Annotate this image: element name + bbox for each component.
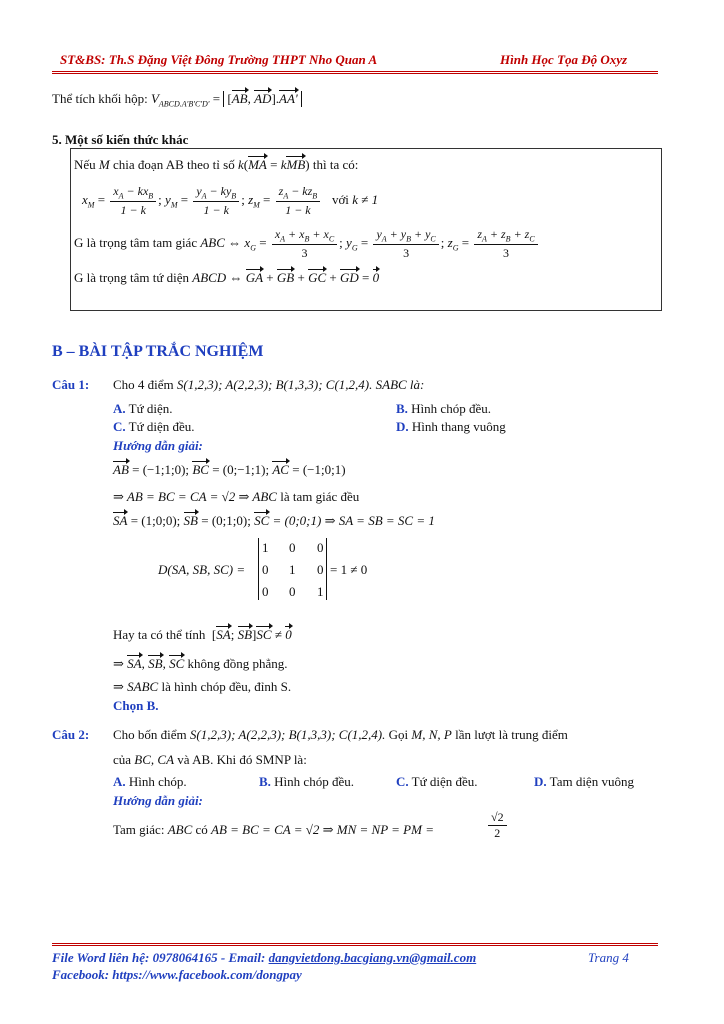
q2-guide-title: Hướng dẫn giải: (113, 793, 203, 808)
footer-rule (52, 943, 658, 944)
q2-frac (488, 810, 507, 841)
q1-option-c[interactable]: C. Tứ diện đều. (113, 419, 195, 434)
det-r1c2: 0 (289, 540, 296, 555)
q2-label: Câu 2: (52, 727, 90, 742)
q1-answer: Chọn B. (113, 698, 159, 713)
q2-stem-2: của BC, CA và AB. Khi đó SMNP là: (113, 752, 307, 767)
header-rule (52, 71, 658, 72)
q1-label: Câu 1: (52, 377, 90, 392)
footer-rule-2 (52, 945, 658, 946)
q1-stem: Cho 4 điểm S(1,2,3); A(2,2,3); B(1,3,3); C(1,2,4). SABC là: (113, 377, 425, 392)
footer-email-link[interactable]: dangvietdong.bacgiang.vn@gmail.com (268, 950, 477, 965)
q2-option-b[interactable]: B. Hình chóp đều. (259, 774, 354, 789)
section5-title: 5. Một số kiến thức khác (52, 132, 189, 147)
footer-facebook: Facebook: https://www.facebook.com/dongpay (52, 967, 302, 982)
header-right: Hình Học Tọa Độ Oxyz (500, 52, 628, 67)
frac-den: 2 (494, 826, 501, 840)
footer-line1: File Word liên hệ: 0978064165 - Email: dangvietdong.bacgiang.vn@gmail.com (52, 950, 477, 965)
det-r3c3: 1 (317, 584, 324, 599)
volume-text: Thể tích khối hộp: (52, 91, 148, 106)
q1-line6: ⇒ SA, SB, SC không đồng phẳng. (113, 656, 288, 671)
section5-coords: $x_M$ = $\frac{x_A - kx_B}{1 - k}$ ; $y_M$ = $\frac{y_A - ky_B}{1 - k}$ ; $z_M$ = $\frac{z_A - kz_B}{1 - k}$ với k ≠ 1 (82, 184, 379, 218)
q2-option-c[interactable]: C. Tứ diện đều. (396, 774, 478, 789)
header-left: ST&BS: Th.S Đặng Việt Đông Trường THPT Nho Quan A (60, 52, 378, 67)
det-r2c2: 1 (289, 562, 296, 577)
frac-num: √2 (488, 810, 507, 826)
section-b-title: B – BÀI TẬP TRẮC NGHIỆM (52, 343, 264, 360)
det-r3c2: 0 (289, 584, 296, 599)
det-r2c1: 0 (262, 562, 269, 577)
q2-option-d[interactable]: D. Tam diện vuông (534, 774, 634, 789)
q1-line7: ⇒ SABC là hình chóp đều, đỉnh S. (113, 679, 292, 694)
section5-centroid-tri: G là trọng tâm tam giác ABC ⇔ $x_G$ = $\frac{x_A + x_B + x_C}{3}$ ; $y_G$ = $\frac{y_A + y_B + y_C}{3}$ ; $z_G$ = $\frac{z_A + z_B + z_C}{3}$ (74, 227, 540, 261)
q2-line1: Tam giác: ABC có AB = BC = CA = √2 ⇒ MN = NP = PM = (113, 822, 434, 837)
q1-guide-title: Hướng dẫn giải: (113, 438, 203, 453)
q1-option-b[interactable]: B. Hình chóp đều. (396, 401, 491, 416)
q1-option-d[interactable]: D. Hình thang vuông (396, 419, 506, 434)
det-r1c3: 0 (317, 540, 324, 555)
q2-option-a[interactable]: A. Hình chóp. (113, 774, 187, 789)
q1-det-lhs: D(SA, SB, SC) = (158, 562, 246, 577)
section5-line1: Nếu M chia đoạn AB theo tỉ số k(MA = kMB) thì ta có: (74, 157, 359, 172)
footer-page: Trang 4 (588, 950, 629, 965)
q2-stem: Cho bốn điểm S(1,2,3); A(2,2,3); B(1,3,3); C(1,2,4). Gọi M, N, P lần lượt là trung điểm (113, 727, 568, 742)
q1-line3: SA = (1;0;0); SB = (0;1;0); SC = (0;0;1) ⇒ SA = SB = SC = 1 (113, 513, 435, 528)
q1-line2: ⇒ AB = BC = CA = √2 ⇒ ABC là tam giác đều (113, 489, 360, 504)
section5-centroid-tet: G là trọng tâm tứ diện ABCD ⇔ GA + GB + GC + GD = 0 (74, 270, 380, 285)
volume-line: Thể tích khối hộp: $V_{ABCD.A'B'C'D'} = [AB$, AD].AA' (52, 91, 302, 109)
q1-option-a[interactable]: A. Tứ diện. (113, 401, 173, 416)
header-rule-2 (52, 73, 658, 74)
det-r2c3: 0 (317, 562, 324, 577)
det-r1c1: 1 (262, 540, 269, 555)
det-bar-left (258, 538, 259, 600)
det-bar-right (326, 538, 327, 600)
q1-line1: AB = (−1;1;0); BC = (0;−1;1); AC = (−1;0;1) (113, 462, 346, 477)
q1-det-rhs: = 1 ≠ 0 (330, 562, 368, 577)
q1-line5: Hay ta có thể tính [SA; SB]SC ≠ 0 (113, 627, 292, 642)
det-r3c1: 0 (262, 584, 269, 599)
